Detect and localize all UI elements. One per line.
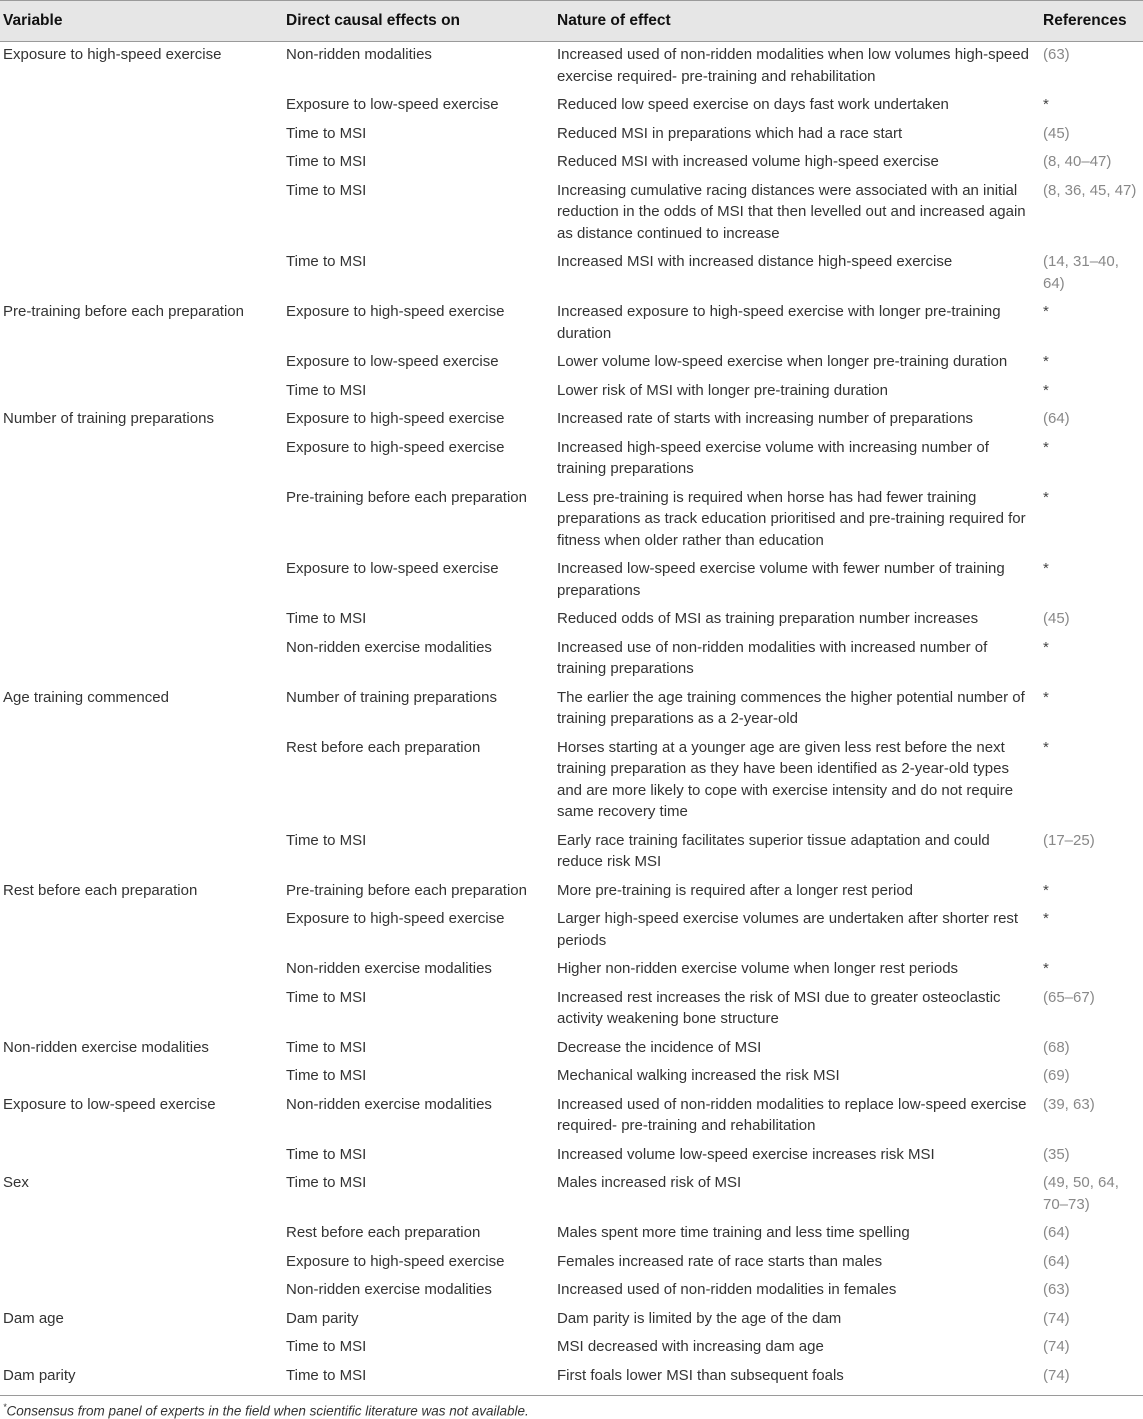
table-row [0, 92, 1143, 121]
cell-variable [0, 178, 283, 250]
cell-direct-effect: Dam parity [286, 1309, 359, 1327]
table-row [0, 1277, 1143, 1306]
cell-direct-effect: Time to MSI [286, 1038, 367, 1056]
cell-nature-of-effect: Increased MSI with increased distance high-speed exercise [557, 253, 953, 270]
cell-variable [0, 485, 283, 557]
table-row [0, 178, 1143, 250]
table-row [0, 685, 1143, 735]
cell-references: (64) [1043, 410, 1070, 427]
cell-nature-of-effect: Larger high-speed exercise volumes are undertaken after shorter rest periods [557, 910, 1019, 949]
header-direct-causal-effects: Direct causal effects on [283, 1, 554, 42]
cell-direct-effect: Exposure to low-speed exercise [286, 96, 499, 113]
cell-nature-of-effect: Males spent more time training and less time spelling [557, 1224, 910, 1241]
cell-variable [0, 1277, 283, 1306]
cell-nature-of-effect: Increased use of non-ridden modalities with increased number of training preparations [557, 638, 988, 677]
header-row [0, 1, 1143, 42]
cell-variable: Rest before each preparation [3, 881, 198, 899]
cell-variable [0, 349, 283, 378]
cell-variable [0, 1142, 283, 1171]
cell-references: * [1043, 488, 1049, 506]
cell-references: (64) [1043, 1224, 1070, 1241]
cell-nature-of-effect: Reduced low speed exercise on days fast work undertaken [557, 96, 949, 113]
table-row [0, 42, 1143, 93]
header-nature-of-effect: Nature of effect [554, 1, 1040, 42]
cell-direct-effect: Exposure to high-speed exercise [286, 910, 505, 927]
cell-variable [0, 378, 283, 407]
cell-references: (68) [1043, 1038, 1070, 1056]
cell-references: (8, 40–47) [1043, 153, 1112, 170]
cell-variable [0, 556, 283, 606]
cell-direct-effect: Rest before each preparation [286, 1224, 481, 1241]
cell-nature-of-effect: Increased used of non-ridden modalities in females [557, 1281, 897, 1298]
table-row [0, 349, 1143, 378]
cell-nature-of-effect: Reduced MSI in preparations which had a race start [557, 124, 903, 142]
cell-nature-of-effect: Increasing cumulative racing distances were associated with an initial reduction in the odds of MSI that then levelled out and increased again as distance continued to increase [557, 181, 1026, 242]
cell-direct-effect: Non-ridden modalities [286, 46, 432, 63]
cell-variable [0, 635, 283, 685]
cell-direct-effect: Pre-training before each preparation [286, 488, 527, 506]
table-row [0, 299, 1143, 349]
cell-direct-effect: Non-ridden exercise modalities [286, 1095, 492, 1113]
cell-variable: Dam parity [3, 1366, 76, 1384]
cell-nature-of-effect: Lower risk of MSI with longer pre-training duration [557, 381, 888, 399]
cell-variable [0, 985, 283, 1035]
cell-variable [0, 1249, 283, 1278]
table-row [0, 1363, 1143, 1392]
cell-direct-effect: Time to MSI [286, 1145, 367, 1163]
cell-variable: Pre-training before each preparation [3, 303, 244, 320]
cell-nature-of-effect: Increased exposure to high-speed exercise with longer pre-training duration [557, 303, 1001, 342]
table-row [0, 556, 1143, 606]
cell-nature-of-effect: Increased rest increases the risk of MSI due to greater osteoclastic activity weakening bone structure [557, 988, 1001, 1027]
cell-references: (63) [1043, 1281, 1070, 1298]
cell-direct-effect: Time to MSI [286, 1067, 367, 1084]
cell-direct-effect: Rest before each preparation [286, 738, 481, 756]
footnote [0, 1396, 1143, 1419]
table-row [0, 878, 1143, 907]
cell-references: (39, 63) [1043, 1095, 1095, 1113]
footnote-text: Consensus from panel of experts in the field when scientific literature was not available. [6, 1403, 529, 1419]
cell-direct-effect: Exposure to low-speed exercise [286, 560, 499, 577]
table-row [0, 828, 1143, 878]
cell-variable [0, 1220, 283, 1249]
cell-variable: Exposure to low-speed exercise [3, 1095, 216, 1113]
table-row [0, 735, 1143, 828]
cell-variable [0, 149, 283, 178]
cell-references: (64) [1043, 1252, 1070, 1270]
cell-direct-effect: Time to MSI [286, 153, 367, 170]
cell-variable [0, 606, 283, 635]
cell-references: * [1043, 560, 1049, 577]
table-row [0, 906, 1143, 956]
cell-direct-effect: Time to MSI [286, 381, 367, 399]
cell-variable [0, 828, 283, 878]
table-row [0, 1249, 1143, 1278]
cell-nature-of-effect: Increased volume low-speed exercise increases risk MSI [557, 1145, 935, 1163]
cell-nature-of-effect: Less pre-training is required when horse has had fewer training preparations as track education prioritised and pre-training required for fitness when older rather than education [557, 488, 1026, 549]
cell-variable: Sex [3, 1174, 29, 1191]
cell-references: * [1043, 688, 1049, 706]
cell-variable: Exposure to high-speed exercise [3, 46, 222, 63]
cell-references: (8, 36, 45, 47) [1043, 181, 1137, 199]
cell-variable: Non-ridden exercise modalities [3, 1038, 209, 1056]
cell-nature-of-effect: Increased high-speed exercise volume with increasing number of training preparations [557, 438, 989, 477]
cell-nature-of-effect: Increased used of non-ridden modalities when low volumes high-speed exercise required- pre-training and rehabilitation [557, 46, 1029, 85]
cell-references: (17–25) [1043, 831, 1095, 849]
cell-variable [0, 956, 283, 985]
cell-variable [0, 249, 283, 299]
cell-variable [0, 1063, 283, 1092]
cell-variable: Number of training preparations [3, 410, 214, 427]
cell-nature-of-effect: Mechanical walking increased the risk MSI [557, 1067, 840, 1084]
cell-variable [0, 121, 283, 150]
cell-direct-effect: Exposure to high-speed exercise [286, 410, 505, 427]
cell-direct-effect: Time to MSI [286, 1174, 367, 1191]
cell-nature-of-effect: Lower volume low-speed exercise when longer pre-training duration [557, 353, 1008, 370]
table-row [0, 1063, 1143, 1092]
cell-references: (69) [1043, 1067, 1070, 1084]
cell-direct-effect: Time to MSI [286, 181, 367, 199]
cell-references: (35) [1043, 1145, 1070, 1163]
cell-direct-effect: Exposure to low-speed exercise [286, 353, 499, 370]
cell-direct-effect: Time to MSI [286, 253, 367, 270]
cell-references: * [1043, 381, 1049, 399]
cell-direct-effect: Exposure to high-speed exercise [286, 1252, 505, 1270]
cell-variable [0, 906, 283, 956]
cell-variable: Dam age [3, 1309, 64, 1327]
table-row [0, 406, 1143, 435]
cell-nature-of-effect: Dam parity is limited by the age of the dam [557, 1309, 842, 1327]
table-body [0, 42, 1143, 1392]
table-header [0, 1, 1143, 42]
cell-references: (74) [1043, 1366, 1070, 1384]
cell-references: * [1043, 960, 1049, 977]
cell-references: (65–67) [1043, 988, 1095, 1006]
cell-variable [0, 435, 283, 485]
footnote-marker: * [3, 1402, 7, 1412]
cell-direct-effect: Exposure to high-speed exercise [286, 303, 505, 320]
cell-direct-effect: Non-ridden exercise modalities [286, 960, 492, 977]
cell-direct-effect: Pre-training before each preparation [286, 881, 527, 899]
table-row [0, 1170, 1143, 1220]
cell-nature-of-effect: Higher non-ridden exercise volume when longer rest periods [557, 960, 959, 977]
cell-references: (74) [1043, 1309, 1070, 1327]
cell-references: * [1043, 738, 1049, 756]
cell-direct-effect: Number of training preparations [286, 688, 497, 706]
cell-direct-effect: Time to MSI [286, 988, 367, 1006]
cell-nature-of-effect: Females increased rate of race starts than males [557, 1252, 883, 1270]
cell-references: (45) [1043, 124, 1070, 142]
cell-references: (63) [1043, 46, 1070, 63]
cell-direct-effect: Time to MSI [286, 610, 367, 627]
table-row [0, 378, 1143, 407]
cell-nature-of-effect: Increased low-speed exercise volume with fewer number of training preparations [557, 560, 1005, 599]
table-row [0, 1142, 1143, 1171]
header-references: References [1040, 1, 1143, 42]
cell-nature-of-effect: Reduced odds of MSI as training preparation number increases [557, 610, 979, 627]
cell-direct-effect: Non-ridden exercise modalities [286, 1281, 492, 1298]
cell-references: * [1043, 638, 1049, 656]
table-row [0, 606, 1143, 635]
cell-variable [0, 1334, 283, 1363]
table-row [0, 635, 1143, 685]
table-row [0, 1334, 1143, 1363]
header-variable: Variable [0, 1, 283, 42]
cell-references: * [1043, 910, 1049, 927]
cell-references: * [1043, 881, 1049, 899]
cell-direct-effect: Time to MSI [286, 124, 367, 142]
cell-direct-effect: Time to MSI [286, 831, 367, 849]
cell-references: (14, 31–40, 64) [1043, 253, 1119, 292]
table-row [0, 249, 1143, 299]
table-row [0, 1306, 1143, 1335]
table-row [0, 149, 1143, 178]
cell-direct-effect: Time to MSI [286, 1366, 367, 1384]
cell-nature-of-effect: Horses starting at a younger age are given less rest before the next training preparation as they have been identified as 2-year-old types and are more likely to cope with exercise intensity and do not require same recovery time [557, 738, 1014, 820]
table-row [0, 985, 1143, 1035]
cell-direct-effect: Non-ridden exercise modalities [286, 638, 492, 656]
table-row [0, 435, 1143, 485]
cell-nature-of-effect: More pre-training is required after a longer rest period [557, 881, 914, 899]
table-row [0, 956, 1143, 985]
cell-references: (49, 50, 64, 70–73) [1043, 1174, 1119, 1213]
cell-nature-of-effect: First foals lower MSI than subsequent foals [557, 1366, 844, 1384]
cell-references: * [1043, 353, 1049, 370]
cell-variable: Age training commenced [3, 688, 169, 706]
table-row [0, 1220, 1143, 1249]
cell-variable [0, 92, 283, 121]
cell-nature-of-effect: Early race training facilitates superior tissue adaptation and could reduce risk MSI [557, 831, 990, 870]
cell-references: * [1043, 303, 1049, 320]
table-row [0, 1035, 1143, 1064]
table-row [0, 485, 1143, 557]
cell-references: (74) [1043, 1338, 1070, 1355]
cell-references: * [1043, 96, 1049, 113]
cell-nature-of-effect: The earlier the age training commences the higher potential number of training preparations as a 2-year-old [557, 688, 1025, 727]
cell-direct-effect: Time to MSI [286, 1338, 367, 1355]
cell-nature-of-effect: Increased used of non-ridden modalities to replace low-speed exercise required- pre-training and rehabilitation [557, 1095, 1027, 1134]
table-row [0, 121, 1143, 150]
table-row [0, 1092, 1143, 1142]
cell-references: (45) [1043, 610, 1070, 627]
cell-nature-of-effect: MSI decreased with increasing dam age [557, 1338, 824, 1355]
cell-nature-of-effect: Decrease the incidence of MSI [557, 1038, 762, 1056]
cell-nature-of-effect: Males increased risk of MSI [557, 1174, 742, 1191]
cell-nature-of-effect: Increased rate of starts with increasing number of preparations [557, 410, 974, 427]
cell-references: * [1043, 438, 1049, 456]
cell-direct-effect: Exposure to high-speed exercise [286, 438, 505, 456]
cell-variable [0, 735, 283, 828]
cell-nature-of-effect: Reduced MSI with increased volume high-speed exercise [557, 153, 939, 170]
